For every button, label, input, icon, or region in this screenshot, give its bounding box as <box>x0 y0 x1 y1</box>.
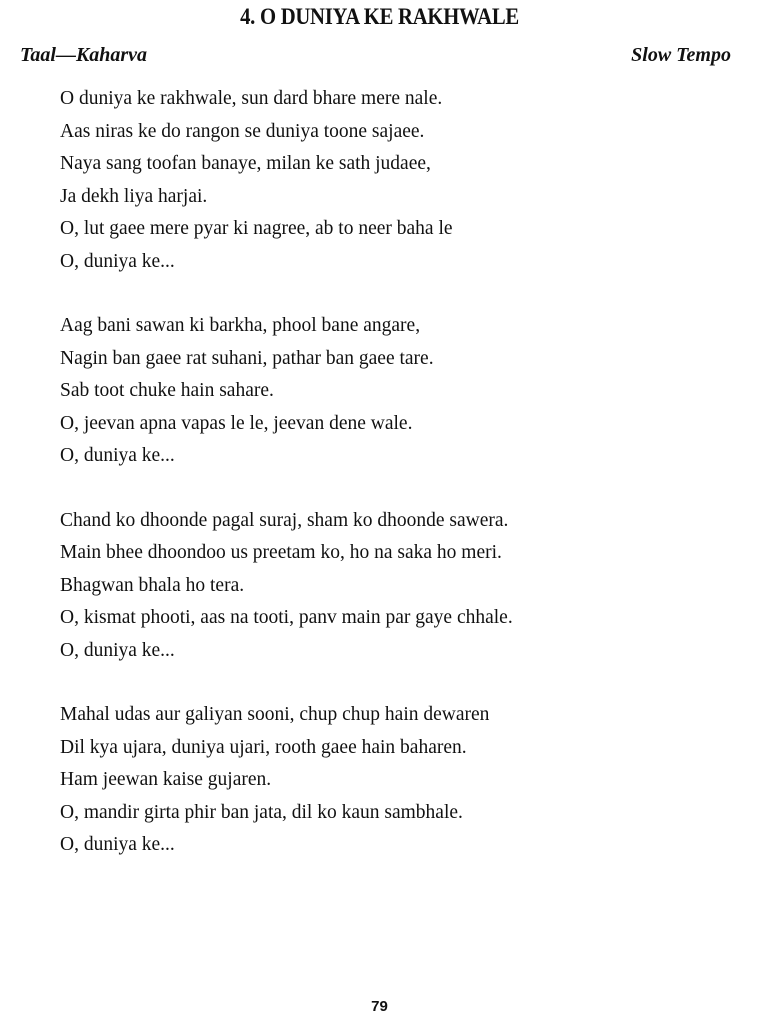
lyric-line: Naya sang toofan banaye, milan ke sath judaee, <box>60 153 431 174</box>
lyric-line: Mahal udas aur galiyan sooni, chup chup hain dewaren <box>60 704 490 725</box>
lyric-line: O, jeevan apna vapas le le, jeevan dene wale. <box>60 412 413 434</box>
lyric-line: Ham jeewan kaise gujaren. <box>60 769 272 790</box>
page-number: 79 <box>371 998 388 1015</box>
lyric-line: Bhagwan bhala ho tera. <box>60 574 245 596</box>
lyric-line: O, lut gaee mere pyar ki nagree, ab to neer baha le <box>60 218 453 239</box>
lyric-line: Nagin ban gaee rat suhani, pathar ban gaee tare. <box>60 347 434 369</box>
stanza-2 <box>60 310 720 473</box>
lyric-line: Dil kya ujara, duniya ujari, rooth gaee hain baharen. <box>60 736 467 758</box>
lyric-line: Main bhee dhoondoo us preetam ko, ho na saka ho meri. <box>60 542 502 563</box>
lyric-line: Ja dekh liya harjai. <box>60 185 208 207</box>
taal-label: Taal—Kaharva <box>20 44 148 66</box>
lyric-line: O, duniya ke... <box>60 250 175 272</box>
stanza-1 <box>60 83 720 278</box>
lyric-line: Aas niras ke do rangon se duniya toone sajaee. <box>60 120 425 142</box>
lyric-line: O, kismat phooti, aas na tooti, panv main par gaye chhale. <box>60 607 513 628</box>
lyric-line: O, duniya ke... <box>60 834 175 855</box>
lyric-line: O, duniya ke... <box>60 639 175 661</box>
stanza-4 <box>60 699 720 862</box>
lyric-line: O duniya ke rakhwale, sun dard bhare mere nale. <box>60 88 443 109</box>
stanza-3 <box>60 505 720 668</box>
song-title: 4. O DUNIYA KE RAKHWALE <box>240 4 519 29</box>
lyric-line: Chand ko dhoonde pagal suraj, sham ko dhoonde sawera. <box>60 509 509 531</box>
lyric-line: Aag bani sawan ki barkha, phool bane angare, <box>60 315 421 336</box>
lyric-line: Sab toot chuke hain sahare. <box>60 380 274 401</box>
tempo-label: Slow Tempo <box>631 44 731 66</box>
lyric-line: O, mandir girta phir ban jata, dil ko kaun sambhale. <box>60 801 463 823</box>
lyric-line: O, duniya ke... <box>60 445 175 466</box>
lyrics <box>60 83 720 894</box>
